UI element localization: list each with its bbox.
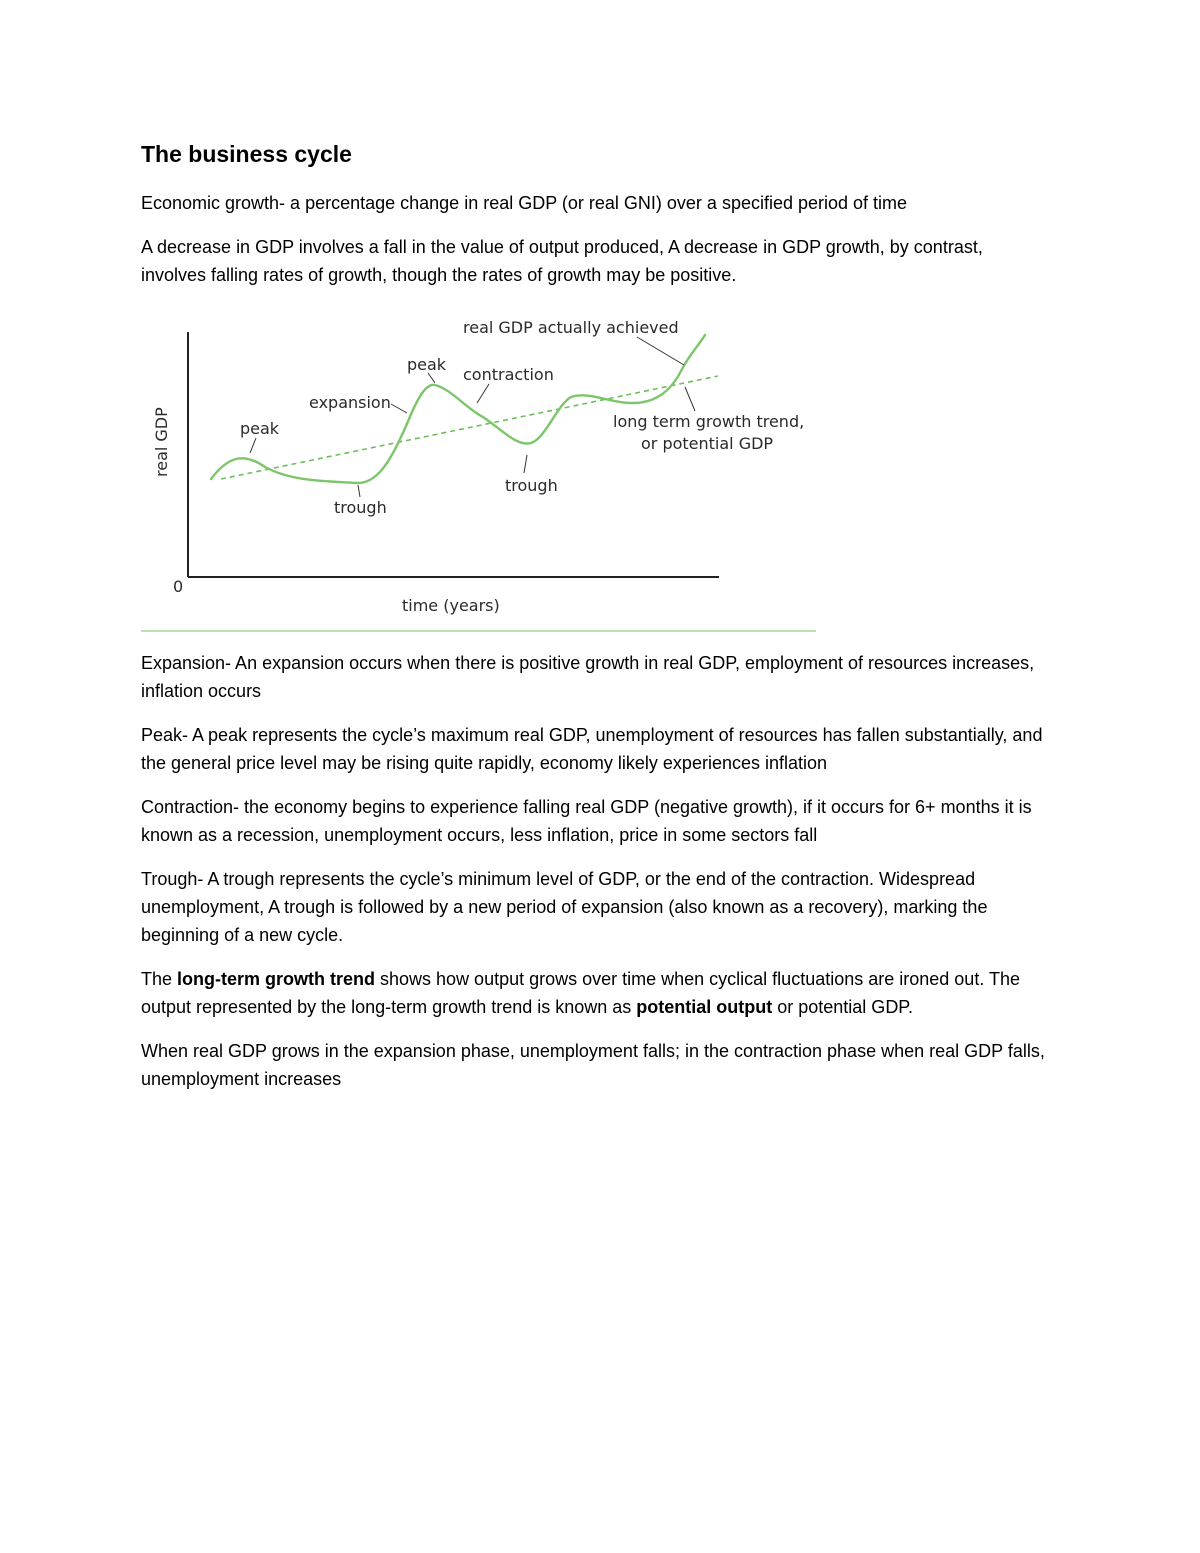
leader-contraction	[477, 384, 489, 403]
label-peak-1: peak	[240, 418, 280, 438]
trend-text-2: shows how output grows over time when cyclical fluctuations are ironed out. The output represented by the long-term growth trend is known as	[141, 968, 1021, 1017]
leader-peak-1	[250, 438, 256, 453]
paragraph-economic-growth: Economic growth- a percentage change in real GDP (or real GNI) over a specified period of time	[141, 192, 908, 213]
leader-trough-2	[524, 455, 527, 473]
leader-trend	[685, 387, 695, 411]
bold-long-term-growth-trend: long-term growth trend	[177, 968, 376, 989]
label-trough-1: trough	[334, 497, 387, 517]
paragraph-contraction: Contraction- the economy begins to experience falling real GDP (negative growth), if it occurs for 6+ months it is known as a recession, unemployment occurs, less inflation, price in some sectors fall	[141, 796, 1032, 845]
paragraph-growth-trend	[141, 965, 1046, 1021]
leader-real-gdp-achieved	[637, 337, 684, 365]
label-real-gdp-achieved: real GDP actually achieved	[463, 317, 679, 337]
document-page	[141, 140, 1046, 1109]
paragraph-trough: Trough- A trough represents the cycle’s minimum level of GDP, or the end of the contraction. Widespread unemployment, A trough is followed by a new period of expansion (also known as a recovery), marking the beginning of a new cycle.	[141, 868, 988, 945]
leader-expansion	[391, 404, 407, 413]
label-trend-line-2: or potential GDP	[641, 433, 774, 453]
business-cycle-svg	[141, 305, 816, 633]
label-trough-2: trough	[505, 475, 558, 495]
leader-trough-1	[358, 485, 360, 497]
trend-text-3: or potential GDP.	[772, 996, 913, 1017]
paragraph-gdp-decrease: A decrease in GDP involves a fall in the value of output produced, A decrease in GDP growth, by contrast, involves falling rates of growth, though the rates of growth may be positive.	[141, 236, 983, 285]
x-axis-label: time (years)	[402, 595, 500, 615]
label-expansion: expansion	[309, 392, 391, 412]
real-gdp-curve	[211, 335, 705, 483]
trend-text-1: The	[141, 968, 178, 989]
origin-label: 0	[173, 576, 184, 596]
bold-potential-output: potential output	[636, 996, 773, 1017]
y-axis-label: real GDP	[152, 406, 171, 477]
paragraph-unemployment: When real GDP grows in the expansion phase, unemployment falls; in the contraction phase when real GDP falls, unemployment increases	[141, 1040, 1045, 1089]
label-trend-line-1: long term growth trend,	[613, 411, 805, 431]
paragraph-peak: Peak- A peak represents the cycle’s maximum real GDP, unemployment of resources has fallen substantially, and the general price level may be rising quite rapidly, economy likely experiences inflation	[141, 724, 1043, 773]
label-peak-2: peak	[407, 354, 447, 374]
paragraph-expansion: Expansion- An expansion occurs when there is positive growth in real GDP, employment of resources increases, inflation occurs	[141, 652, 1035, 701]
leader-peak-2	[428, 373, 435, 383]
label-contraction: contraction	[463, 364, 554, 384]
business-cycle-diagram	[141, 305, 816, 633]
page-title: The business cycle	[141, 141, 352, 167]
